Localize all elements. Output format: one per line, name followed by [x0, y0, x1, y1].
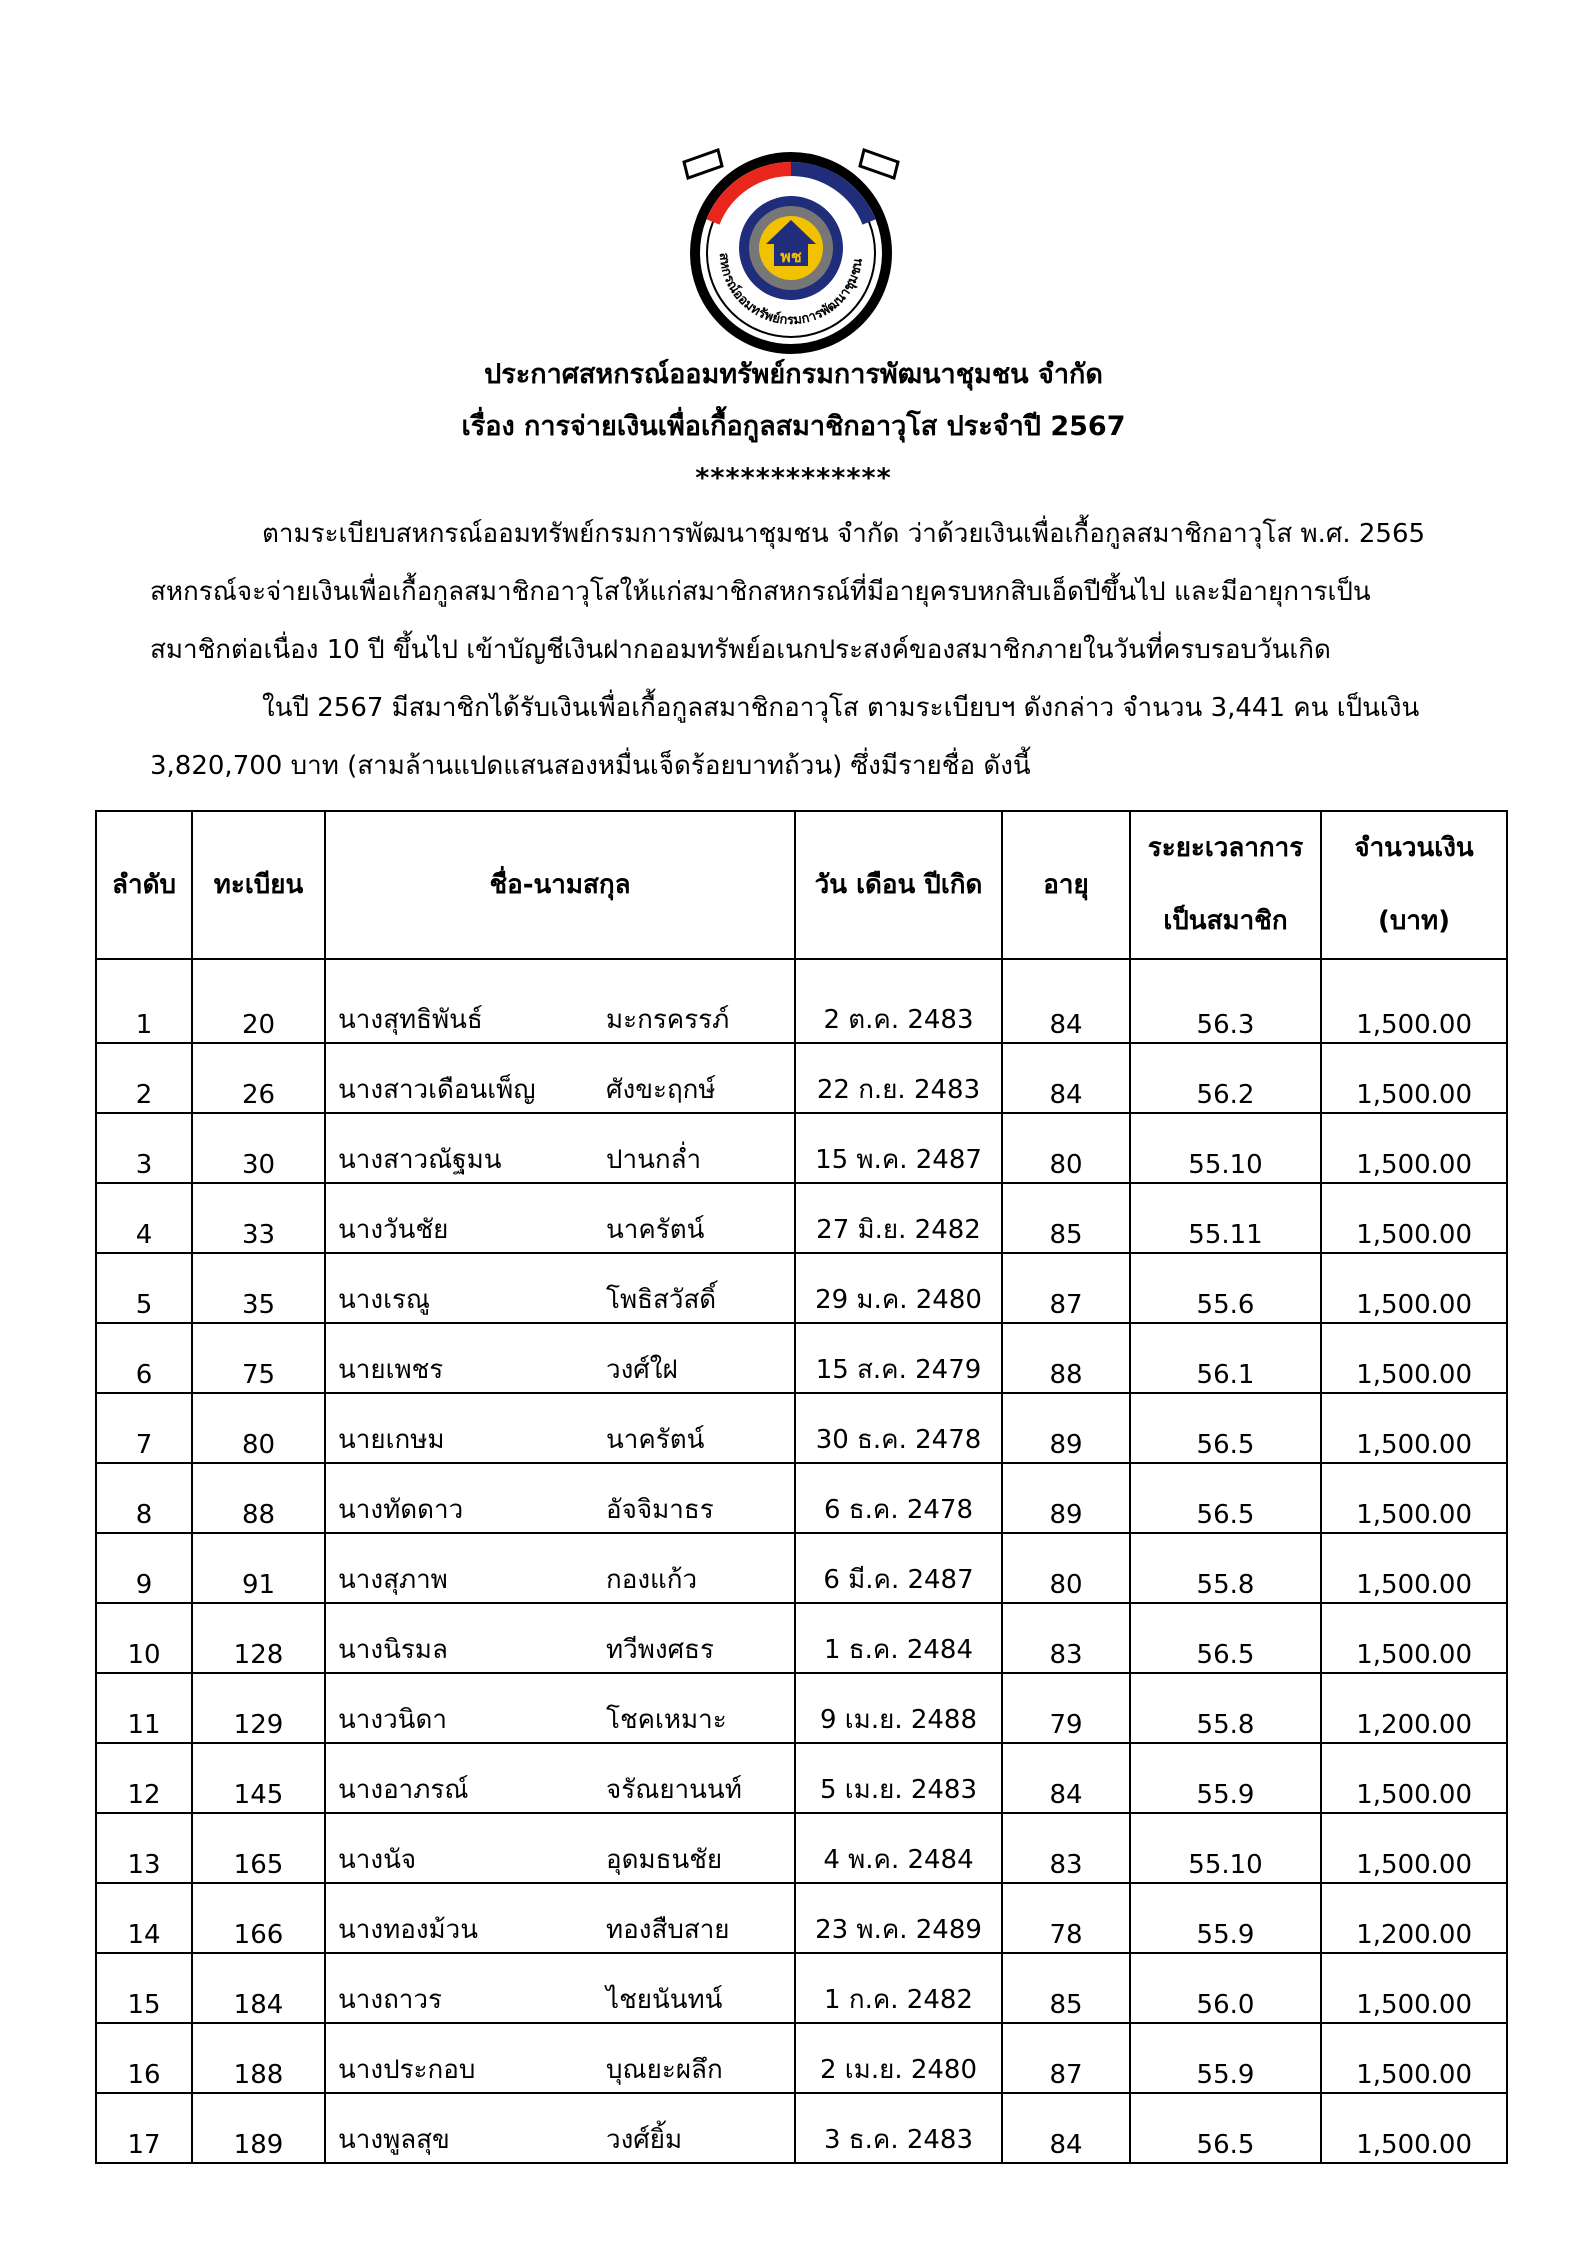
cell-tenure: 55.9 — [1130, 2023, 1321, 2093]
cell-age: 84 — [1002, 1043, 1130, 1113]
cell-name — [325, 1043, 795, 1113]
title-separator: ************* — [695, 463, 892, 494]
table-row — [96, 1953, 1507, 2023]
cell-age: 79 — [1002, 1673, 1130, 1743]
cell-birthdate: 5 เม.ย. 2483 — [795, 1743, 1002, 1813]
cell-amount: 1,500.00 — [1321, 1463, 1507, 1533]
given-name: นางนัจ — [338, 1845, 417, 1875]
cell-registration: 33 — [192, 1183, 325, 1253]
cell-tenure: 56.0 — [1130, 1953, 1321, 2023]
cell-age: 85 — [1002, 1183, 1130, 1253]
cell-seq: 6 — [96, 1323, 192, 1393]
cell-name — [325, 1953, 795, 2023]
cell-tenure: 56.1 — [1130, 1323, 1321, 1393]
table-row — [96, 1463, 1507, 1533]
cell-age: 80 — [1002, 1533, 1130, 1603]
cell-tenure: 55.10 — [1130, 1813, 1321, 1883]
cell-registration: 80 — [192, 1393, 325, 1463]
cell-seq: 14 — [96, 1883, 192, 1953]
header-name: ชื่อ-นามสกุล — [325, 811, 795, 959]
cell-tenure: 55.10 — [1130, 1113, 1321, 1183]
cell-birthdate: 15 ส.ค. 2479 — [795, 1323, 1002, 1393]
cell-seq: 1 — [96, 959, 192, 1043]
body-line-1 — [150, 505, 1450, 563]
header-tenure — [1130, 811, 1321, 959]
given-name: นางวนิดา — [338, 1705, 447, 1735]
cell-tenure: 55.9 — [1130, 1883, 1321, 1953]
cell-name — [325, 1813, 795, 1883]
cell-birthdate: 22 ก.ย. 2483 — [795, 1043, 1002, 1113]
cell-amount: 1,500.00 — [1321, 1113, 1507, 1183]
cell-age: 89 — [1002, 1463, 1130, 1533]
cell-seq: 15 — [96, 1953, 192, 2023]
table-row — [96, 1743, 1507, 1813]
cell-birthdate: 23 พ.ค. 2489 — [795, 1883, 1002, 1953]
cell-registration: 75 — [192, 1323, 325, 1393]
cell-tenure: 55.6 — [1130, 1253, 1321, 1323]
cooperative-seal-icon — [678, 140, 904, 366]
cell-age: 84 — [1002, 2093, 1130, 2163]
announcement-subject: เรื่อง การจ่ายเงินเพื่อเกื้อกูลสมาชิกอาวุโส ประจำปี 2567 — [461, 411, 1126, 442]
given-name: นางสุภาพ — [338, 1565, 448, 1595]
surname: ไชยนันทน์ — [606, 1985, 723, 2015]
cell-name — [325, 959, 795, 1043]
table-row — [96, 1113, 1507, 1183]
cell-registration: 128 — [192, 1603, 325, 1673]
given-name: นางนิรมล — [338, 1635, 448, 1665]
cell-name — [325, 1673, 795, 1743]
cell-age: 84 — [1002, 1743, 1130, 1813]
surname: วงศ์ยิ้ม — [606, 2125, 683, 2155]
given-name: นางเรณู — [338, 1285, 431, 1315]
cell-seq: 5 — [96, 1253, 192, 1323]
table-body — [96, 959, 1507, 2163]
cell-amount: 1,500.00 — [1321, 1253, 1507, 1323]
cell-name — [325, 1533, 795, 1603]
body-line-5: 3,820,700 บาท (สามล้านแปดแสนสองหมื่นเจ็ดร้อยบาทถ้วน) ซึ่งมีรายชื่อ ดังนี้ — [150, 751, 1031, 781]
given-name: นางวันชัย — [338, 1215, 449, 1245]
cell-birthdate: 2 ต.ค. 2483 — [795, 959, 1002, 1043]
cell-seq: 2 — [96, 1043, 192, 1113]
table-row — [96, 1253, 1507, 1323]
cell-name — [325, 1743, 795, 1813]
cell-name — [325, 1463, 795, 1533]
given-name: นายเพชร — [338, 1355, 444, 1385]
svg-text:พช: พช — [780, 247, 802, 266]
body-line-2: สหกรณ์จะจ่ายเงินเพื่อเกื้อกูลสมาชิกอาวุโสให้แก่สมาชิกสหกรณ์ที่มีอายุครบหกสิบเอ็ดปีขึ้นไป และมีอายุการเป็น — [150, 577, 1371, 607]
surname: นาครัตน์ — [606, 1425, 705, 1455]
table-row — [96, 1533, 1507, 1603]
cell-name — [325, 1883, 795, 1953]
cell-birthdate: 6 มี.ค. 2487 — [795, 1533, 1002, 1603]
given-name: นางประกอบ — [338, 2055, 476, 2085]
cell-amount: 1,500.00 — [1321, 959, 1507, 1043]
cell-seq: 17 — [96, 2093, 192, 2163]
cell-age: 80 — [1002, 1113, 1130, 1183]
surname: กองแก้ว — [606, 1565, 698, 1595]
table-row — [96, 1323, 1507, 1393]
given-name: นางสาวเดือนเพ็ญ — [338, 1075, 536, 1105]
table-row — [96, 1183, 1507, 1253]
cell-amount: 1,500.00 — [1321, 1813, 1507, 1883]
surname: นาครัตน์ — [606, 1215, 705, 1245]
cell-birthdate: 3 ธ.ค. 2483 — [795, 2093, 1002, 2163]
header-tenure-line2: เป็นสมาชิก — [1163, 906, 1288, 936]
surname: อัจจิมาธร — [606, 1495, 714, 1525]
cell-amount: 1,200.00 — [1321, 1673, 1507, 1743]
cell-amount: 1,500.00 — [1321, 1603, 1507, 1673]
cell-tenure: 55.8 — [1130, 1673, 1321, 1743]
cell-name — [325, 2023, 795, 2093]
cell-seq: 10 — [96, 1603, 192, 1673]
cell-registration: 145 — [192, 1743, 325, 1813]
cell-registration: 129 — [192, 1673, 325, 1743]
cell-seq: 12 — [96, 1743, 192, 1813]
cell-tenure: 55.11 — [1130, 1183, 1321, 1253]
table-row — [96, 2023, 1507, 2093]
cell-name — [325, 1323, 795, 1393]
senior-members-table — [95, 810, 1508, 2164]
table-row — [96, 959, 1507, 1043]
cell-birthdate: 4 พ.ค. 2484 — [795, 1813, 1002, 1883]
cell-registration: 30 — [192, 1113, 325, 1183]
given-name: นางทองม้วน — [338, 1915, 479, 1945]
cell-amount: 1,500.00 — [1321, 1043, 1507, 1113]
cell-seq: 11 — [96, 1673, 192, 1743]
cell-birthdate: 27 มิ.ย. 2482 — [795, 1183, 1002, 1253]
header-amount — [1321, 811, 1507, 959]
cell-name — [325, 2093, 795, 2163]
surname: จรัณยานนท์ — [606, 1775, 742, 1805]
table-header-row — [96, 811, 1507, 959]
cell-age: 83 — [1002, 1813, 1130, 1883]
header-birthdate: วัน เดือน ปีเกิด — [795, 811, 1002, 959]
cell-name — [325, 1603, 795, 1673]
table-row — [96, 1603, 1507, 1673]
table-row — [96, 2093, 1507, 2163]
given-name: นางสาวณัฐมน — [338, 1145, 502, 1175]
given-name: นางอาภรณ์ — [338, 1775, 469, 1805]
surname: ทองสืบสาย — [606, 1915, 730, 1945]
header-amount-line1: จำนวนเงิน — [1354, 833, 1474, 863]
cell-amount: 1,500.00 — [1321, 2023, 1507, 2093]
cell-age: 85 — [1002, 1953, 1130, 2023]
cell-seq: 3 — [96, 1113, 192, 1183]
table-row — [96, 1813, 1507, 1883]
cell-registration: 91 — [192, 1533, 325, 1603]
cell-name — [325, 1183, 795, 1253]
cell-birthdate: 1 ก.ค. 2482 — [795, 1953, 1002, 2023]
surname: อุดมธนชัย — [606, 1845, 723, 1875]
cell-name — [325, 1393, 795, 1463]
cell-age: 78 — [1002, 1883, 1130, 1953]
cell-registration: 165 — [192, 1813, 325, 1883]
surname: ปานกล่ำ — [606, 1145, 702, 1175]
cell-age: 84 — [1002, 959, 1130, 1043]
cell-birthdate: 6 ธ.ค. 2478 — [795, 1463, 1002, 1533]
cell-registration: 20 — [192, 959, 325, 1043]
cell-seq: 8 — [96, 1463, 192, 1533]
header-seq: ลำดับ — [96, 811, 192, 959]
cell-amount: 1,500.00 — [1321, 1183, 1507, 1253]
cell-amount: 1,500.00 — [1321, 1953, 1507, 2023]
cell-tenure: 56.5 — [1130, 2093, 1321, 2163]
given-name: นางพูลสุข — [338, 2125, 450, 2155]
cell-seq: 9 — [96, 1533, 192, 1603]
cell-birthdate: 2 เม.ย. 2480 — [795, 2023, 1002, 2093]
surname: มะกรครรภ์ — [606, 1005, 730, 1035]
surname: บุณยะผลึก — [606, 2055, 723, 2085]
header-tenure-line1: ระยะเวลาการ — [1147, 833, 1304, 863]
cell-registration: 35 — [192, 1253, 325, 1323]
cell-seq: 13 — [96, 1813, 192, 1883]
cell-age: 88 — [1002, 1323, 1130, 1393]
cell-amount: 1,500.00 — [1321, 1323, 1507, 1393]
cell-seq: 7 — [96, 1393, 192, 1463]
cell-amount: 1,200.00 — [1321, 1883, 1507, 1953]
cell-amount: 1,500.00 — [1321, 1393, 1507, 1463]
cell-registration: 188 — [192, 2023, 325, 2093]
cell-tenure: 56.5 — [1130, 1603, 1321, 1673]
cell-age: 87 — [1002, 2023, 1130, 2093]
surname: วงศ์ใฝ — [606, 1355, 678, 1385]
cell-registration: 26 — [192, 1043, 325, 1113]
cell-amount: 1,500.00 — [1321, 2093, 1507, 2163]
body-line-4 — [150, 679, 1450, 737]
cell-tenure: 56.5 — [1130, 1393, 1321, 1463]
surname: โพธิสวัสดิ์ — [606, 1285, 717, 1315]
surname: ทวีพงศธร — [606, 1635, 714, 1665]
logo-ring-text: สหกรณ์ออมทรัพย์กรมการพัฒนาชุมชน — [715, 252, 866, 329]
cell-birthdate: 1 ธ.ค. 2484 — [795, 1603, 1002, 1673]
cell-tenure: 56.3 — [1130, 959, 1321, 1043]
cell-registration: 184 — [192, 1953, 325, 2023]
cell-tenure: 56.2 — [1130, 1043, 1321, 1113]
header-registration: ทะเบียน — [192, 811, 325, 959]
header-amount-line2: (บาท) — [1377, 906, 1450, 936]
cell-age: 89 — [1002, 1393, 1130, 1463]
cell-birthdate: 15 พ.ค. 2487 — [795, 1113, 1002, 1183]
cell-name — [325, 1253, 795, 1323]
given-name: นางสุทธิพันธ์ — [338, 1005, 483, 1035]
cell-amount: 1,500.00 — [1321, 1533, 1507, 1603]
cell-tenure: 55.9 — [1130, 1743, 1321, 1813]
cell-registration: 166 — [192, 1883, 325, 1953]
cell-tenure: 56.5 — [1130, 1463, 1321, 1533]
announcement-title: ประกาศสหกรณ์ออมทรัพย์กรมการพัฒนาชุมชน จำกัด — [484, 359, 1103, 390]
cell-seq: 16 — [96, 2023, 192, 2093]
body-line-3: สมาชิกต่อเนื่อง 10 ปี ขึ้นไป เข้าบัญชีเงินฝากออมทรัพย์อเนกประสงค์ของสมาชิกภายในวันที่ครบรอบวันเกิด — [150, 635, 1331, 665]
given-name: นายเกษม — [338, 1425, 445, 1455]
given-name: นางทัดดาว — [338, 1495, 464, 1525]
cell-tenure: 55.8 — [1130, 1533, 1321, 1603]
header-age: อายุ — [1002, 811, 1130, 959]
cell-birthdate: 30 ธ.ค. 2478 — [795, 1393, 1002, 1463]
cell-registration: 189 — [192, 2093, 325, 2163]
cooperative-logo — [678, 140, 904, 366]
cell-registration: 88 — [192, 1463, 325, 1533]
surname: ศังขะฤกษ์ — [606, 1075, 716, 1105]
body-text-1: ตามระเบียบสหกรณ์ออมทรัพย์กรมการพัฒนาชุมชน จำกัด ว่าด้วยเงินเพื่อเกื้อกูลสมาชิกอาวุโส พ.ศ. 2565 — [262, 519, 1426, 549]
cell-seq: 4 — [96, 1183, 192, 1253]
cell-age: 87 — [1002, 1253, 1130, 1323]
cell-name — [325, 1113, 795, 1183]
given-name: นางถาวร — [338, 1985, 442, 2015]
cell-amount: 1,500.00 — [1321, 1743, 1507, 1813]
body-text-4: ในปี 2567 มีสมาชิกได้รับเงินเพื่อเกื้อกูลสมาชิกอาวุโส ตามระเบียบฯ ดังกล่าว จำนวน 3,441 คน เป็นเงิน — [262, 693, 1420, 723]
table-row — [96, 1043, 1507, 1113]
table-row — [96, 1883, 1507, 1953]
surname: โชคเหมาะ — [606, 1705, 727, 1735]
cell-age: 83 — [1002, 1603, 1130, 1673]
cell-birthdate: 9 เม.ย. 2488 — [795, 1673, 1002, 1743]
cell-birthdate: 29 ม.ค. 2480 — [795, 1253, 1002, 1323]
table-row — [96, 1673, 1507, 1743]
table-row — [96, 1393, 1507, 1463]
